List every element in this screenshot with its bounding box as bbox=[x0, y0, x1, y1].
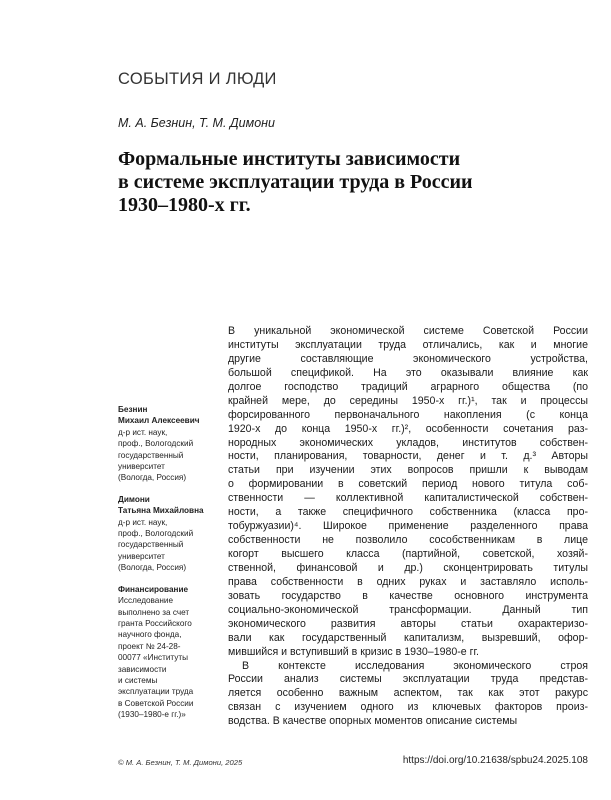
body-line: статьи при изучении этих вопросов пришли к выводам bbox=[228, 464, 588, 477]
author-info-beznin bbox=[118, 404, 213, 484]
author-given-names: Михаил Алексеевич bbox=[118, 416, 200, 426]
body-line: зовать государство в качестве основного инструмента bbox=[228, 589, 588, 602]
body-line: экономического развития авторы статьи охарактеризо- bbox=[228, 617, 588, 630]
author-affiliation-line: д-р ист. наук, bbox=[118, 517, 168, 527]
body-line: России анализ системы эксплуатации труда представ- bbox=[228, 673, 588, 686]
body-line: социально-экономической трансформации. Данный тип bbox=[228, 603, 588, 616]
author-given-names: Татьяна Михайловна bbox=[118, 506, 204, 516]
funding-line: и системы bbox=[118, 675, 158, 685]
body-line: 1920-х до конца 1950-х гг.)², особенности сочетания раз- bbox=[228, 422, 588, 435]
funding-line: 00077 «Институты bbox=[118, 653, 188, 663]
funding-line: Исследование bbox=[118, 596, 174, 606]
funding-line: эксплуатации труда bbox=[118, 687, 194, 697]
title-line: Формальные институты зависимости bbox=[118, 148, 461, 170]
author-sidebar bbox=[118, 404, 213, 731]
funding-info bbox=[118, 584, 213, 721]
body-line: ности, планирования, товарности, денег и т. д.³ Авторы bbox=[228, 450, 588, 463]
doi-link[interactable]: https://doi.org/10.21638/spbu24.2025.108 bbox=[402, 755, 588, 766]
article-body bbox=[228, 325, 588, 729]
author-info-dimoni bbox=[118, 494, 213, 574]
author-affiliation-line: государственный bbox=[118, 540, 184, 550]
author-affiliation-line: д-р ист. наук, bbox=[118, 427, 168, 437]
body-line: тобуржуазии)⁴. Широкое применение разделенного права bbox=[228, 520, 588, 533]
body-line: ляется особенно важным аспектом, так как этот ракурс bbox=[228, 687, 588, 700]
title-line: в системе эксплуатации труда в России bbox=[118, 171, 473, 193]
funding-line: научного фонда, bbox=[118, 630, 182, 640]
author-affiliation-line: университет bbox=[118, 462, 165, 472]
body-line: большой спецификой. На это оказывали влияние как bbox=[228, 366, 588, 379]
author-affiliation-line: проф., Вологодский bbox=[118, 529, 194, 539]
body-line: ственной, финансовой и др.) сконцентрировать титулы bbox=[228, 561, 588, 574]
body-line: вали как государственный капитализм, вызревший, офор- bbox=[228, 631, 588, 644]
body-line: институты эксплуатации труда отличались, как и многие bbox=[228, 338, 588, 351]
funding-line: проект № 24-28- bbox=[118, 641, 181, 651]
funding-line: зависимости bbox=[118, 664, 167, 674]
body-line: ственности — коллективной капиталистической собствен- bbox=[228, 492, 588, 505]
section-heading: СОБЫТИЯ И ЛЮДИ bbox=[118, 70, 277, 88]
funding-line: в Советской России bbox=[118, 698, 194, 708]
body-line: мившийся и вступивший в кризис в 1930–1980-е гг. bbox=[228, 645, 480, 658]
body-line: связан с изучением одного из ключевых факторов произ- bbox=[228, 701, 588, 714]
authors-line: М. А. Безнин, Т. М. Димони bbox=[118, 116, 275, 130]
author-affiliation-line: университет bbox=[118, 551, 165, 561]
body-line: когорт высшего класса (партийной, советской, хозяй- bbox=[228, 548, 588, 560]
funding-heading: Финансирование bbox=[118, 584, 189, 594]
body-line: форсированного первоначального накопления (с конца bbox=[228, 408, 588, 421]
body-line: водства. В качестве опорных моментов описание системы bbox=[228, 715, 518, 728]
funding-line: гранта Российского bbox=[118, 618, 192, 628]
funding-line: выполнено за счет bbox=[118, 607, 190, 617]
body-line: о формировании в советский период нового титула соб- bbox=[228, 478, 588, 491]
article-title bbox=[118, 148, 588, 217]
copyright-notice: © М. А. Безнин, Т. М. Димони, 2025 bbox=[118, 758, 243, 767]
author-surname: Димони bbox=[118, 494, 150, 504]
author-affiliation-line: (Вологда, Россия) bbox=[118, 563, 187, 573]
body-line: крайней мере, до середины 1950-х гг.)¹, так и процессы bbox=[228, 394, 588, 407]
body-line: долгое господство традиций аграрного общества (по bbox=[228, 380, 588, 393]
body-line: другие составляющие экономического устройства, bbox=[228, 352, 588, 365]
body-line: нородных экономических укладов, институтов собствен- bbox=[228, 436, 588, 449]
author-affiliation-line: проф., Вологодский bbox=[118, 439, 194, 449]
author-surname: Безнин bbox=[118, 405, 148, 414]
title-line: 1930–1980-х гг. bbox=[118, 194, 251, 216]
author-affiliation-line: (Вологда, Россия) bbox=[118, 473, 187, 483]
body-line: ности, а также специфичного собственника (класса про- bbox=[228, 506, 588, 519]
body-line: права собственности в одних руках и заставляло исполь- bbox=[228, 575, 588, 588]
author-affiliation-line: государственный bbox=[118, 450, 184, 460]
body-line: В контексте исследования экономического строя bbox=[242, 659, 588, 672]
body-line: В уникальной экономической системе Советской России bbox=[228, 325, 588, 337]
body-line: собственности не позволило сособственникам в лице bbox=[228, 534, 588, 547]
funding-line: (1930–1980-е гг.)» bbox=[118, 710, 186, 720]
